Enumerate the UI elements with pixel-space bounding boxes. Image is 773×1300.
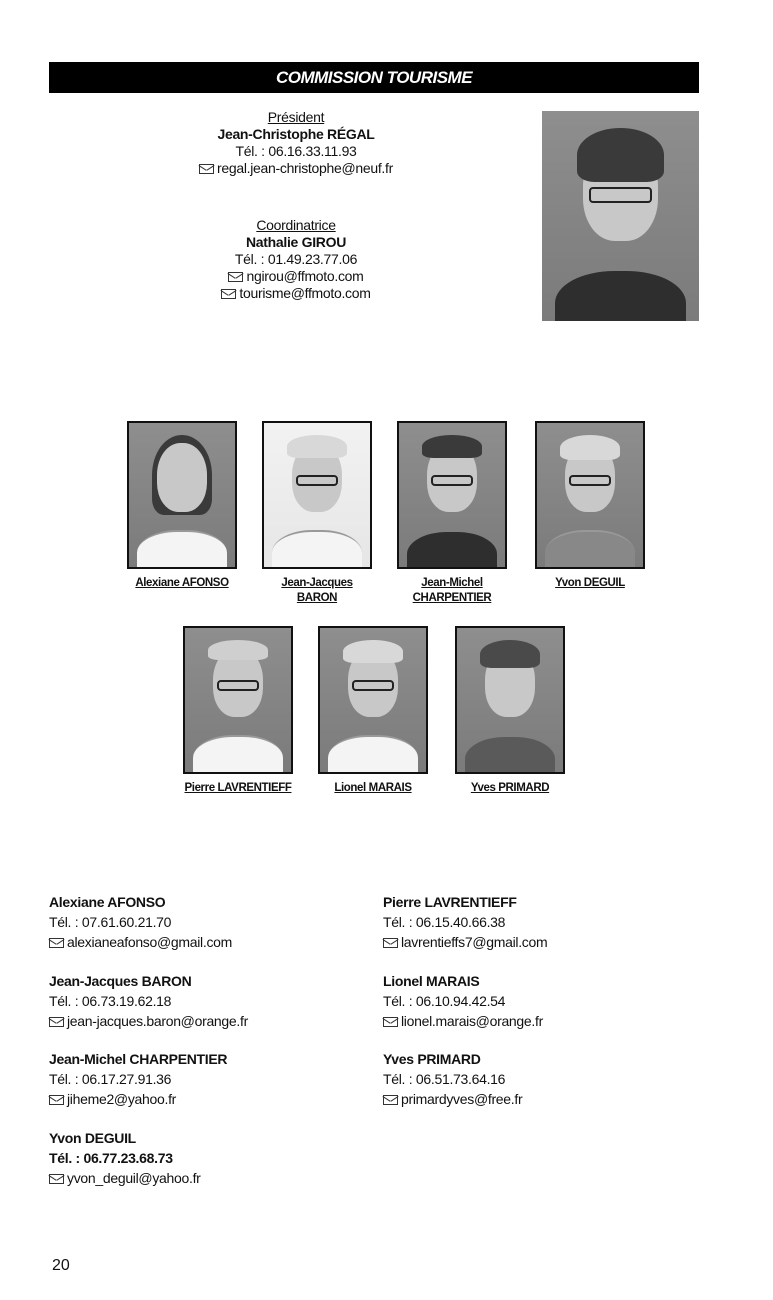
president-role: Président bbox=[267, 109, 325, 125]
caption-lavrentieff: Pierre LAVRENTIEFF bbox=[184, 782, 292, 794]
caption-charpentier: Jean-Michel CHARPENTIER bbox=[412, 577, 492, 604]
caption-deguil: Yvon DEGUIL bbox=[555, 577, 625, 589]
member-email[interactable]: lionel.marais@orange.fr bbox=[401, 1013, 543, 1029]
member-photo-primard bbox=[455, 626, 565, 774]
member-entry-marais bbox=[383, 971, 543, 1031]
member-photo-deguil bbox=[535, 421, 645, 569]
member-photo-baron bbox=[262, 421, 372, 569]
member-tel: Tél. : 06.17.27.91.36 bbox=[49, 1071, 172, 1087]
coordinator-role: Coordinatrice bbox=[256, 217, 336, 233]
member-name: Jean-Michel CHARPENTIER bbox=[49, 1051, 228, 1067]
member-photo-charpentier bbox=[397, 421, 507, 569]
president-email[interactable]: regal.jean-christophe@neuf.fr bbox=[217, 160, 393, 176]
caption-marais: Lionel MARAIS bbox=[334, 782, 412, 794]
member-name: Yves PRIMARD bbox=[383, 1051, 481, 1067]
member-name: Jean-Jacques BARON bbox=[49, 973, 192, 989]
member-tel: Tél. : 07.61.60.21.70 bbox=[49, 914, 172, 930]
member-tel: Tél. : 06.51.73.64.16 bbox=[383, 1071, 506, 1087]
envelope-icon bbox=[49, 1017, 64, 1027]
coordinator-email-1[interactable]: ngirou@ffmoto.com bbox=[246, 268, 364, 284]
member-tel: Tél. : 06.73.19.62.18 bbox=[49, 993, 172, 1009]
envelope-icon bbox=[383, 1017, 398, 1027]
member-tel: Tél. : 06.15.40.66.38 bbox=[383, 914, 506, 930]
member-email[interactable]: primardyves@free.fr bbox=[401, 1091, 523, 1107]
envelope-icon bbox=[383, 938, 398, 948]
member-entry-charpentier bbox=[49, 1049, 227, 1109]
member-email[interactable]: lavrentieffs7@gmail.com bbox=[401, 934, 548, 950]
section-title: COMMISSION TOURISME bbox=[49, 62, 699, 93]
member-name: Yvon DEGUIL bbox=[49, 1130, 136, 1146]
member-photo-marais bbox=[318, 626, 428, 774]
member-name: Pierre LAVRENTIEFF bbox=[383, 894, 517, 910]
member-email[interactable]: jiheme2@yahoo.fr bbox=[67, 1091, 177, 1107]
member-entry-deguil bbox=[49, 1128, 201, 1188]
envelope-icon bbox=[199, 164, 214, 174]
coordinator-email-line-1 bbox=[150, 268, 442, 285]
page-number: 20 bbox=[52, 1257, 70, 1274]
coordinator-email-line-2 bbox=[150, 285, 442, 302]
envelope-icon bbox=[221, 289, 236, 299]
president-name: Jean-Christophe RÉGAL bbox=[217, 126, 375, 142]
member-entry-lavrentieff bbox=[383, 892, 547, 952]
caption-baron: Jean-Jacques BARON bbox=[281, 577, 353, 604]
caption-afonso: Alexiane AFONSO bbox=[135, 577, 229, 589]
member-photo-afonso bbox=[127, 421, 237, 569]
president-email-line bbox=[150, 160, 442, 177]
member-tel: Tél. : 06.77.23.68.73 bbox=[49, 1150, 173, 1166]
member-email[interactable]: alexianeafonso@gmail.com bbox=[67, 934, 232, 950]
envelope-icon bbox=[228, 272, 243, 282]
caption-primard: Yves PRIMARD bbox=[470, 782, 550, 794]
coordinator-contact bbox=[150, 217, 442, 302]
envelope-icon bbox=[383, 1095, 398, 1105]
president-contact bbox=[150, 109, 442, 177]
member-email[interactable]: yvon_deguil@yahoo.fr bbox=[67, 1170, 201, 1186]
envelope-icon bbox=[49, 938, 64, 948]
president-tel: Tél. : 06.16.33.11.93 bbox=[235, 143, 357, 159]
member-entry-afonso bbox=[49, 892, 232, 952]
member-photo-lavrentieff bbox=[183, 626, 293, 774]
member-name: Alexiane AFONSO bbox=[49, 894, 166, 910]
member-entry-baron bbox=[49, 971, 248, 1031]
president-photo bbox=[542, 111, 699, 321]
coordinator-tel: Tél. : 01.49.23.77.06 bbox=[234, 251, 358, 267]
member-email[interactable]: jean-jacques.baron@orange.fr bbox=[67, 1013, 248, 1029]
member-entry-primard bbox=[383, 1049, 522, 1109]
envelope-icon bbox=[49, 1174, 64, 1184]
envelope-icon bbox=[49, 1095, 64, 1105]
coordinator-email-2[interactable]: tourisme@ffmoto.com bbox=[239, 285, 371, 301]
coordinator-name: Nathalie GIROU bbox=[245, 234, 347, 250]
member-name: Lionel MARAIS bbox=[383, 973, 480, 989]
member-tel: Tél. : 06.10.94.42.54 bbox=[383, 993, 506, 1009]
